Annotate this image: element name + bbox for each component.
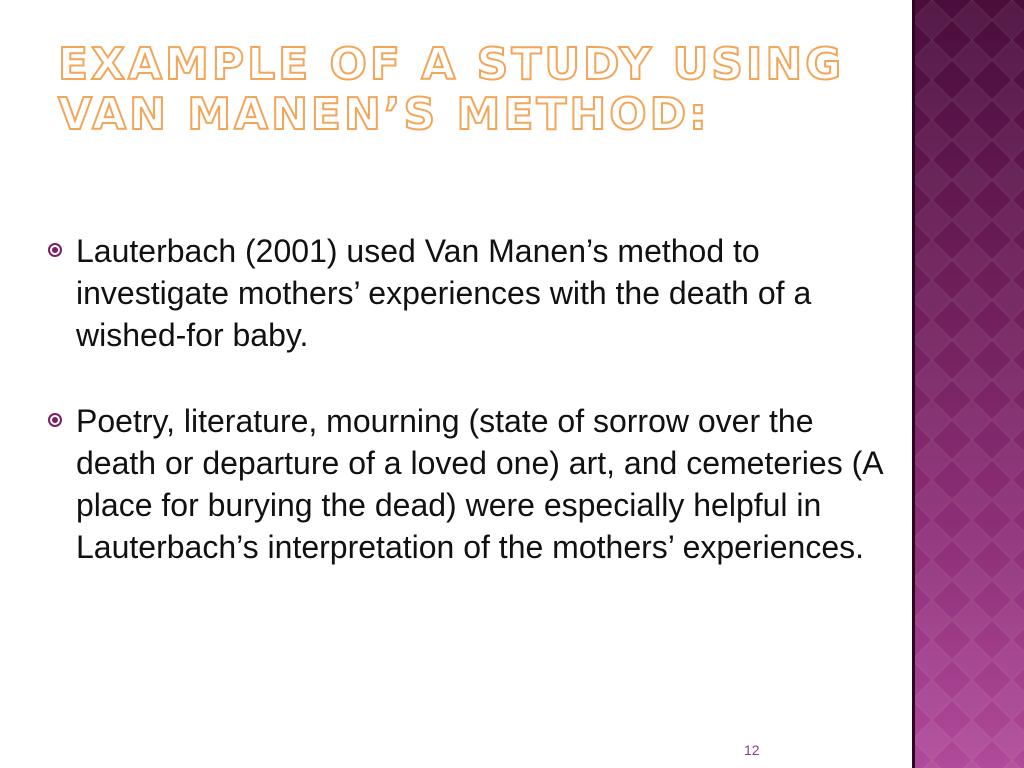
decorative-side-panel bbox=[912, 0, 1024, 768]
circled-dot-icon bbox=[48, 243, 62, 257]
page-number: 12 bbox=[744, 742, 760, 758]
bullet-item bbox=[48, 230, 898, 356]
slide-title-line-2: VAN MANEN’S METHOD: bbox=[58, 89, 710, 140]
slide-title bbox=[58, 40, 878, 140]
bullet-item bbox=[48, 400, 898, 568]
diamond-pattern bbox=[912, 0, 1024, 768]
bullet-text: Poetry, literature, mourning (state of sorrow over the death or departure of a loved one) art, and cemeteries (A place for burying the dead) were especially helpful in Lauterbach’s interpretation of the mothers’ experiences. bbox=[76, 403, 882, 565]
bullet-list bbox=[48, 230, 898, 612]
slide-title-line-1: EXAMPLE OF A STUDY USING bbox=[58, 39, 845, 90]
bullet-text: Lauterbach (2001) used Van Manen’s method to investigate mothers’ experiences with the death of a wished-for baby. bbox=[76, 233, 812, 353]
circled-dot-icon bbox=[48, 413, 62, 427]
